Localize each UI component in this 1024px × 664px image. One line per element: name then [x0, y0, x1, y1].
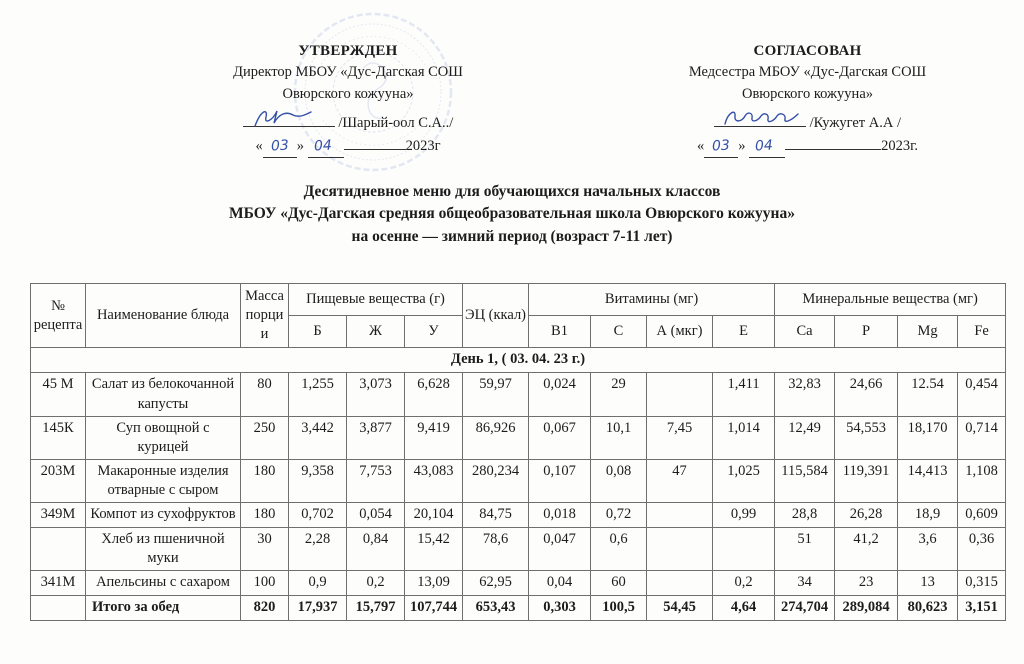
value-cell: 0,067 — [529, 416, 591, 459]
recipe-no-cell: 349М — [31, 503, 86, 528]
value-cell: 289,084 — [835, 596, 898, 621]
table-row — [31, 416, 1006, 459]
approved-date-line — [148, 135, 548, 158]
value-cell: 0,08 — [591, 459, 647, 502]
value-cell: 115,584 — [775, 459, 835, 502]
value-cell: 80 — [241, 373, 289, 416]
value-cell: 86,926 — [463, 416, 529, 459]
value-cell: 1,411 — [713, 373, 775, 416]
value-cell: 59,97 — [463, 373, 529, 416]
value-cell: 62,95 — [463, 571, 529, 596]
value-cell: 14,413 — [898, 459, 958, 502]
document-title — [0, 181, 1024, 248]
col-header-fe: Fe — [958, 316, 1006, 348]
col-header-e: Е — [713, 316, 775, 348]
value-cell: 29 — [591, 373, 647, 416]
value-cell: 13,09 — [405, 571, 463, 596]
value-cell: 15,797 — [347, 596, 405, 621]
agreed-line2: Овюрского кожууна» — [741, 85, 874, 102]
day-header: День 1, ( 03. 04. 23 г.) — [31, 348, 1006, 373]
approved-block — [148, 40, 548, 158]
value-cell: 24,66 — [835, 373, 898, 416]
agreed-date-month: 04 — [754, 137, 774, 155]
value-cell: 280,234 — [463, 459, 529, 502]
title-line-2: МБОУ «Дус-Дагская средняя общеобразовательная школа Овюрского кожууна» — [229, 205, 795, 223]
value-cell: 41,2 — [835, 528, 898, 571]
col-header-a: А (мкг) — [647, 316, 713, 348]
dish-name-cell: Суп овощной с курицей — [86, 416, 241, 459]
value-cell: 180 — [241, 503, 289, 528]
value-cell: 12.54 — [898, 373, 958, 416]
value-cell: 0,315 — [958, 571, 1006, 596]
value-cell: 28,8 — [775, 503, 835, 528]
value-cell: 0,024 — [529, 373, 591, 416]
signature-director — [243, 106, 335, 127]
col-header-recipe-no: № рецепта — [31, 284, 86, 348]
value-cell: 1,025 — [713, 459, 775, 502]
value-cell — [647, 571, 713, 596]
value-cell: 10,1 — [591, 416, 647, 459]
value-cell: 4,64 — [713, 596, 775, 621]
director-signature-line — [148, 106, 548, 134]
table-row — [31, 571, 1006, 596]
value-cell: 9,358 — [289, 459, 347, 502]
value-cell: 274,704 — [775, 596, 835, 621]
value-cell — [647, 503, 713, 528]
table-row — [31, 503, 1006, 528]
col-header-dish: Наименование блюда — [86, 284, 241, 348]
value-cell: 3,6 — [898, 528, 958, 571]
nurse-signature-line — [600, 106, 1015, 134]
recipe-no-cell: 45 М — [31, 373, 86, 416]
value-cell: 7,45 — [647, 416, 713, 459]
value-cell: 1,255 — [289, 373, 347, 416]
value-cell: 18,170 — [898, 416, 958, 459]
value-cell: 20,104 — [405, 503, 463, 528]
value-cell — [647, 528, 713, 571]
col-group-nutrients: Пищевые вещества (г) — [289, 284, 463, 316]
recipe-no-cell — [31, 528, 86, 571]
col-header-mass: Масса порции — [241, 284, 289, 348]
value-cell: 34 — [775, 571, 835, 596]
recipe-no-cell: 145К — [31, 416, 86, 459]
value-cell: 0,047 — [529, 528, 591, 571]
value-cell: 0,9 — [289, 571, 347, 596]
value-cell: 80,623 — [898, 596, 958, 621]
value-cell: 0,609 — [958, 503, 1006, 528]
value-cell: 0,018 — [529, 503, 591, 528]
value-cell: 7,753 — [347, 459, 405, 502]
col-header-energy: ЭЦ (ккал) — [463, 284, 529, 348]
table-row — [31, 459, 1006, 502]
dish-name-cell: Салат из белокочанной капусты — [86, 373, 241, 416]
value-cell: 0,99 — [713, 503, 775, 528]
value-cell: 0,6 — [591, 528, 647, 571]
director-name: /Шарый-оол С.А../ — [338, 115, 454, 132]
value-cell — [713, 528, 775, 571]
value-cell: 100 — [241, 571, 289, 596]
table-row — [31, 373, 1006, 416]
recipe-no-cell: 203М — [31, 459, 86, 502]
signature-nurse — [714, 106, 806, 127]
col-header-b1: B1 — [529, 316, 591, 348]
value-cell: 54,45 — [647, 596, 713, 621]
value-cell: 2,28 — [289, 528, 347, 571]
value-cell: 1,014 — [713, 416, 775, 459]
value-cell — [647, 373, 713, 416]
value-cell: 12,49 — [775, 416, 835, 459]
value-cell: 820 — [241, 596, 289, 621]
title-line-1: Десятидневное меню для обучающихся начальных классов — [303, 183, 721, 200]
dish-name-cell: Компот из сухофруктов — [86, 503, 241, 528]
agreed-line1: Медсестра МБОУ «Дус-Дагская СОШ — [688, 64, 927, 81]
approved-title: УТВЕРЖДЕН — [298, 43, 398, 59]
value-cell: 13 — [898, 571, 958, 596]
value-cell: 0,72 — [591, 503, 647, 528]
value-cell: 0,36 — [958, 528, 1006, 571]
col-header-ca: Са — [775, 316, 835, 348]
approved-line2: Овюрского кожууна» — [282, 85, 414, 102]
col-group-minerals: Минеральные вещества (мг) — [775, 284, 1006, 316]
col-header-p: Р — [835, 316, 898, 348]
value-cell: 30 — [241, 528, 289, 571]
value-cell: 0,107 — [529, 459, 591, 502]
value-cell: 653,43 — [463, 596, 529, 621]
quote-open: « — [696, 137, 705, 154]
value-cell: 0,84 — [347, 528, 405, 571]
approved-date-day: 03 — [270, 137, 289, 155]
value-cell: 0,714 — [958, 416, 1006, 459]
value-cell: 17,937 — [289, 596, 347, 621]
col-header-c: C — [591, 316, 647, 348]
agreed-title: СОГЛАСОВАН — [753, 43, 862, 59]
day-header-row — [31, 348, 1006, 373]
total-row — [31, 596, 1006, 621]
menu-table — [30, 283, 1006, 621]
value-cell: 54,553 — [835, 416, 898, 459]
dish-name-cell: Макаронные изделия отварные с сыром — [86, 459, 241, 502]
value-cell: 84,75 — [463, 503, 529, 528]
value-cell: 107,744 — [405, 596, 463, 621]
value-cell: 3,877 — [347, 416, 405, 459]
value-cell: 0,702 — [289, 503, 347, 528]
table-row — [31, 528, 1006, 571]
value-cell: 78,6 — [463, 528, 529, 571]
agreed-date-day: 03 — [711, 137, 731, 155]
approved-date-month: 04 — [313, 137, 332, 155]
value-cell: 1,108 — [958, 459, 1006, 502]
value-cell: 18,9 — [898, 503, 958, 528]
value-cell: 0,054 — [347, 503, 405, 528]
approved-line1: Директор МБОУ «Дус-Дагская СОШ — [233, 64, 463, 81]
value-cell: 0,04 — [529, 571, 591, 596]
approved-date-year: 2023г — [405, 137, 441, 154]
agreed-date-line — [600, 135, 1015, 158]
value-cell: 6,628 — [405, 373, 463, 416]
col-header-fat: Ж — [347, 316, 405, 348]
col-header-protein: Б — [289, 316, 347, 348]
recipe-no-cell — [31, 596, 86, 621]
value-cell: 0,303 — [529, 596, 591, 621]
value-cell: 180 — [241, 459, 289, 502]
value-cell: 47 — [647, 459, 713, 502]
value-cell: 100,5 — [591, 596, 647, 621]
value-cell: 0,454 — [958, 373, 1006, 416]
value-cell: 0,2 — [347, 571, 405, 596]
quote-close: » — [738, 137, 746, 154]
title-line-3: на осенне — зимний период (возраст 7-11 лет) — [351, 227, 673, 245]
value-cell: 3,442 — [289, 416, 347, 459]
col-group-vitamins: Витамины (мг) — [529, 284, 775, 316]
agreed-block — [600, 40, 1015, 158]
nurse-name: /Кужугет А.А / — [809, 115, 901, 132]
value-cell: 15,42 — [405, 528, 463, 571]
col-header-mg: Mg — [898, 316, 958, 348]
quote-open: « — [255, 137, 263, 154]
dish-name-cell: Апельсины с сахаром — [86, 571, 241, 596]
value-cell: 119,391 — [835, 459, 898, 502]
value-cell: 3,151 — [958, 596, 1006, 621]
dish-name-cell: Хлеб из пшеничной муки — [86, 528, 241, 571]
col-header-carbs: У — [405, 316, 463, 348]
value-cell: 0,2 — [713, 571, 775, 596]
value-cell: 32,83 — [775, 373, 835, 416]
dish-name-cell: Итого за обед — [86, 596, 241, 621]
value-cell: 43,083 — [405, 459, 463, 502]
recipe-no-cell: 341М — [31, 571, 86, 596]
quote-close: » — [296, 137, 304, 154]
menu-table-body — [31, 348, 1006, 621]
value-cell: 250 — [241, 416, 289, 459]
value-cell: 51 — [775, 528, 835, 571]
value-cell: 3,073 — [347, 373, 405, 416]
value-cell: 23 — [835, 571, 898, 596]
value-cell: 60 — [591, 571, 647, 596]
agreed-date-year: 2023г. — [881, 137, 919, 154]
value-cell: 26,28 — [835, 503, 898, 528]
value-cell: 9,419 — [405, 416, 463, 459]
